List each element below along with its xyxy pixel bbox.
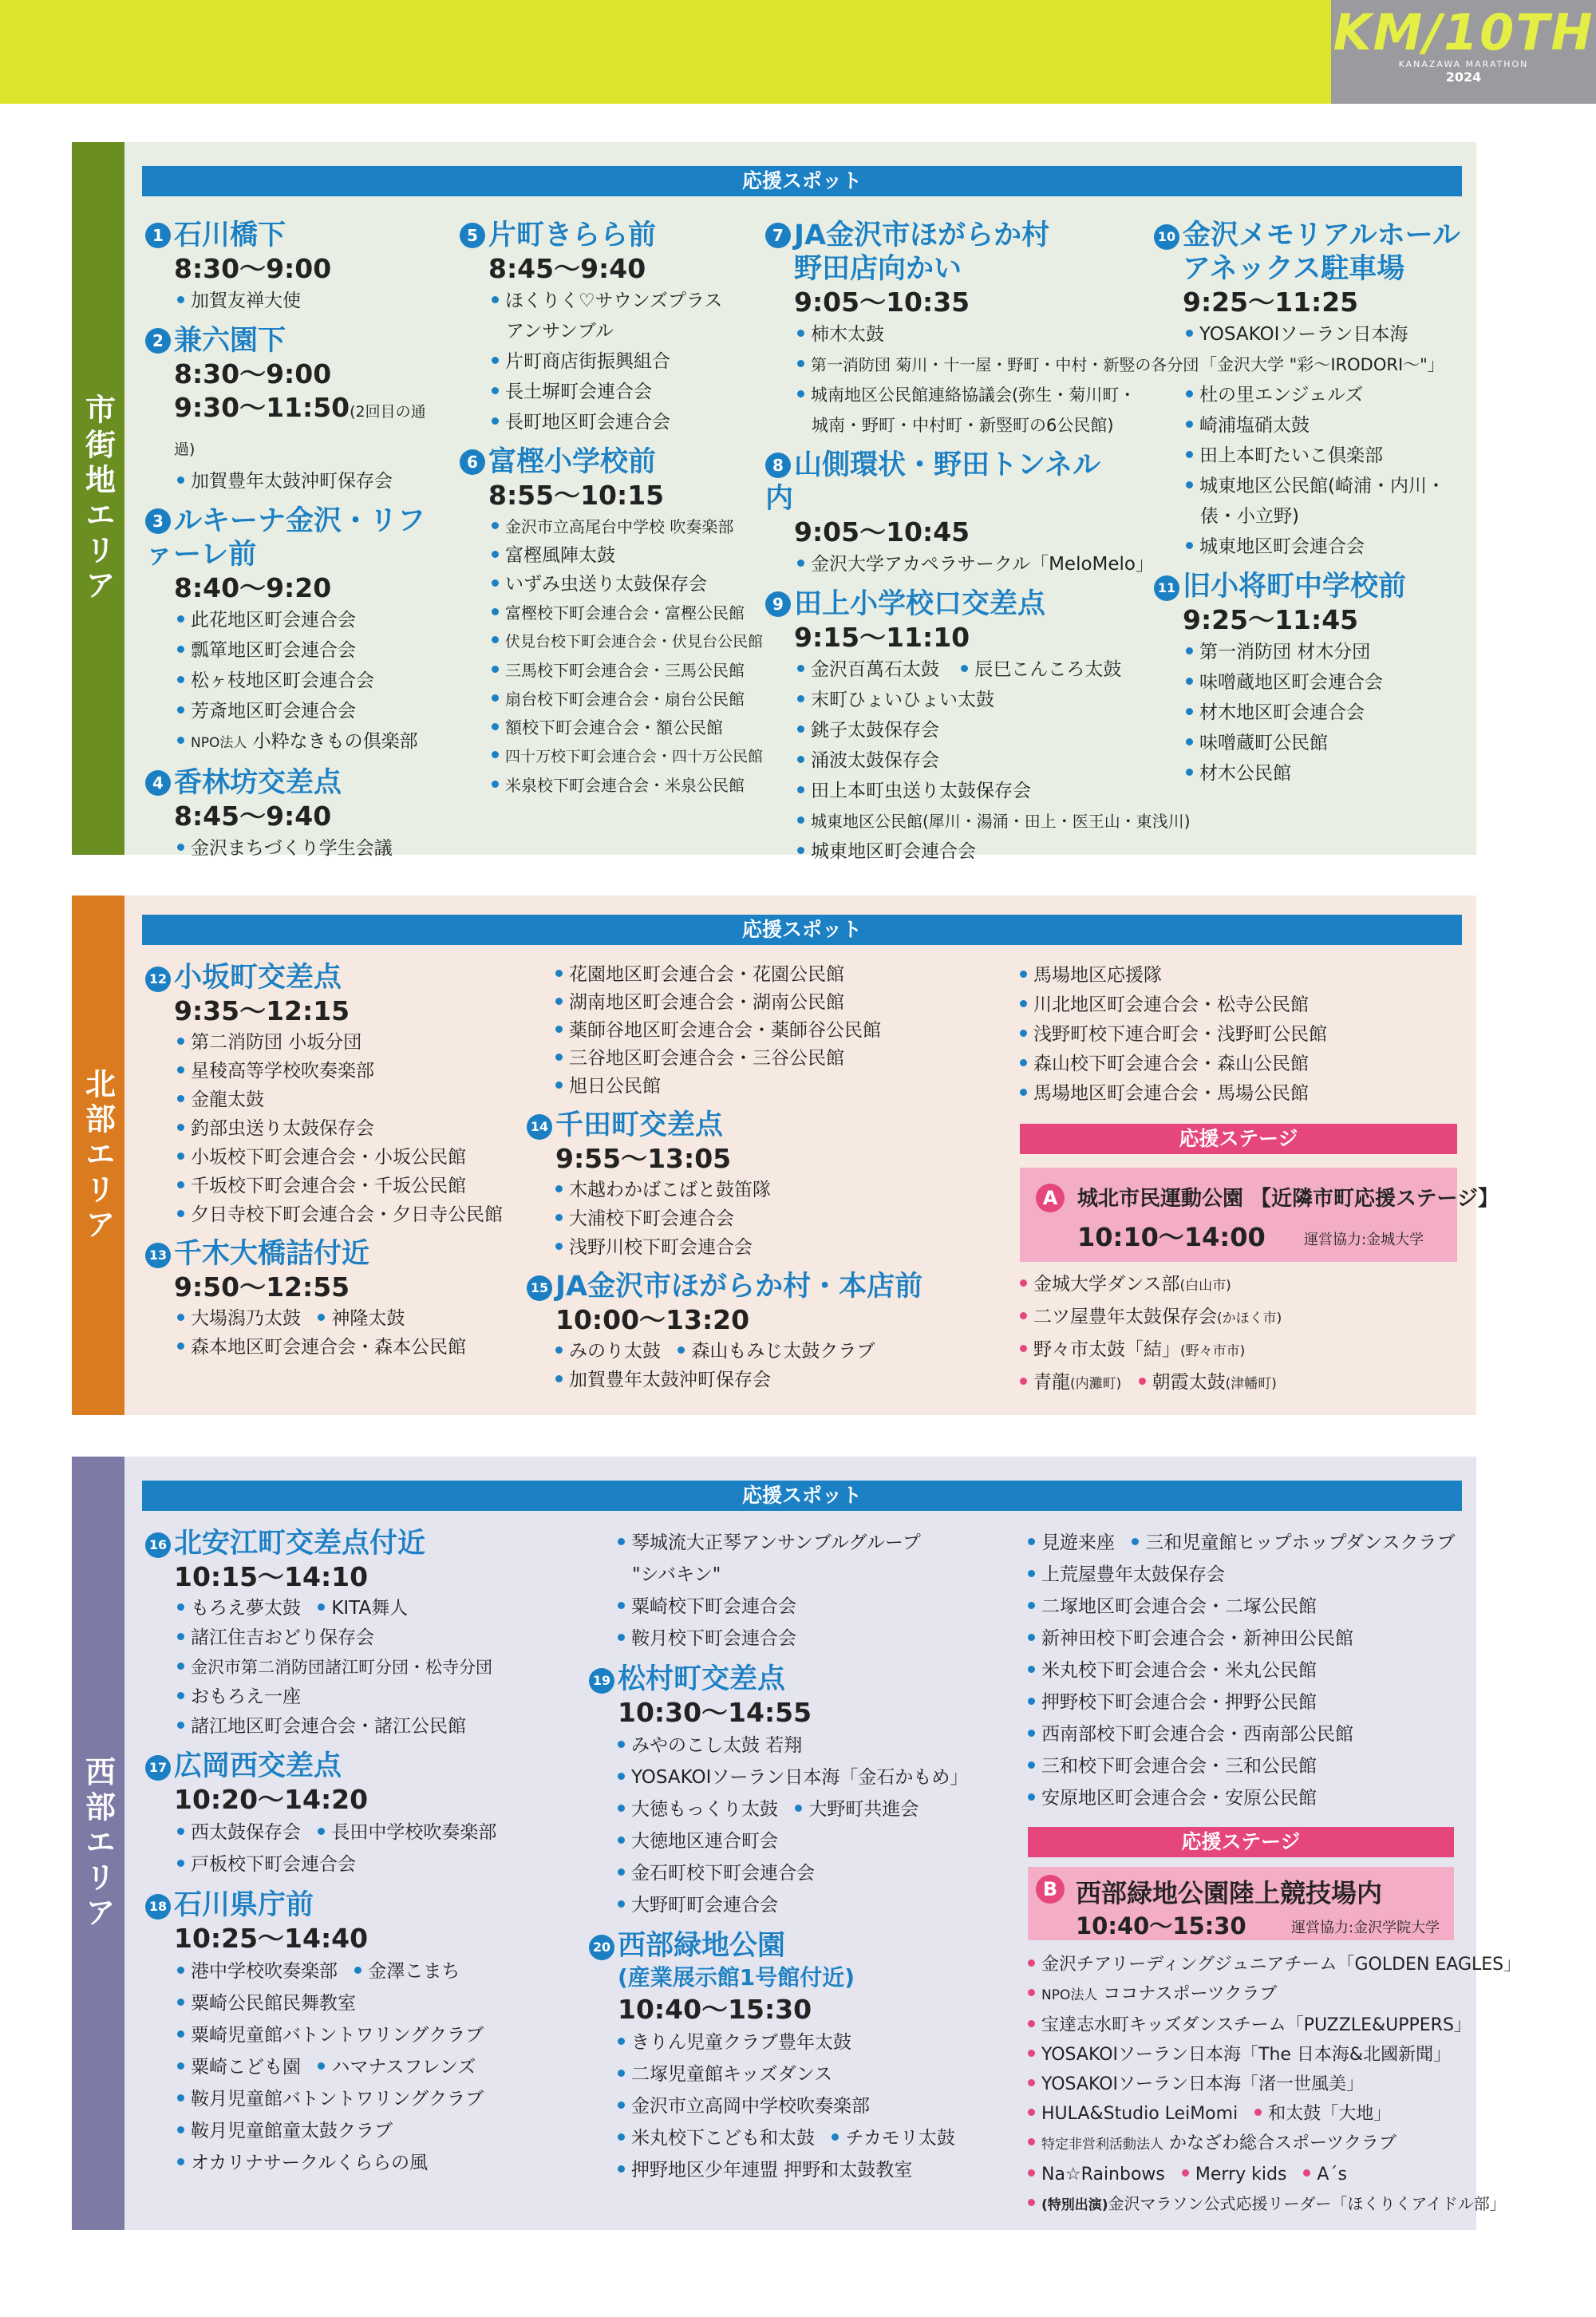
- list-item: 米丸校下こども和太鼓 チカモリ太鼓: [618, 2122, 1001, 2154]
- list-item-continued: "シバキン": [632, 1564, 721, 1585]
- spot-time: 10:30〜14:55: [618, 1697, 812, 1728]
- spot-name: 北安江町交差点付近: [174, 1528, 426, 1560]
- list-item: 浅野町校下連合町会・浅野町公民館: [1020, 1020, 1467, 1050]
- list-item: みのり太鼓 森山もみじ太鼓クラブ: [555, 1337, 954, 1366]
- list-item: 城東地区公民館(崎浦・内川・: [1154, 471, 1473, 501]
- spot-number: 3: [145, 508, 171, 534]
- spot-name: 山側環状・野田トンネル内: [765, 449, 1100, 515]
- area-panel: [124, 142, 1476, 862]
- spot-number: 11: [1154, 575, 1179, 601]
- list-item: 鞍月児童館童太鼓クラブ: [145, 2115, 536, 2147]
- spot-number: 17: [145, 1755, 171, 1781]
- column-1: [145, 1527, 536, 2179]
- list-item: 諸江住吉おどり保存会: [145, 1623, 536, 1653]
- spot-2: [145, 324, 440, 358]
- column-3: [765, 219, 1199, 867]
- spot-name: 香林坊交差点: [174, 767, 342, 799]
- list-item: 粟崎こども園 ハマナスフレンズ: [145, 2051, 536, 2083]
- list-item: 木越わかばこばと鼓笛隊: [555, 1176, 954, 1204]
- list-item: 夕日寺校下町会連合会・夕日寺公民館: [145, 1200, 520, 1229]
- spot-1: [145, 219, 440, 252]
- list-item: 薬師谷地区町会連合会・薬師谷公民館: [555, 1017, 954, 1045]
- spot-name: 広岡西交差点: [174, 1750, 342, 1782]
- spot-time: 10:25〜14:40: [174, 1923, 369, 1954]
- spot-time: 9:25〜11:45: [1183, 604, 1359, 635]
- list-item: 粟崎児童館バトントワリングクラブ: [145, 2019, 536, 2051]
- spot-4: [145, 766, 440, 800]
- list-item: 小坂校下町会連合会・小坂公民館: [145, 1143, 520, 1172]
- list-item: 米丸校下町会連合会・米丸公民館: [1028, 1655, 1467, 1686]
- spot-13: [145, 1237, 520, 1271]
- spot-name: 小坂町交差点: [174, 962, 342, 994]
- list-item: 金沢まちづくり学生会議: [145, 833, 440, 864]
- list-item: 金沢市立高尾台中学校 吹奏楽部: [460, 512, 747, 541]
- logo-subtext: KANAZAWA MARATHON: [1398, 59, 1529, 69]
- list-item: 粟崎校下町会連合会: [618, 1591, 1001, 1623]
- list-item: 米泉校下町会連合会・米泉公民館: [460, 771, 747, 800]
- spot-name: 旧小将町中学校前: [1183, 571, 1407, 603]
- list-item: 西太鼓保存会 長田中学校吹奏楽部: [145, 1817, 536, 1848]
- list-item: 此花地区町会連合会: [145, 605, 440, 635]
- spot-name: 片町きらら前: [488, 219, 657, 251]
- list-item: 城東地区公民館(犀川・湯涌・田上・医王山・東浅川): [765, 806, 1116, 836]
- spot-name: 金沢メモリアルホール: [1183, 219, 1460, 251]
- spot-15: [527, 1270, 954, 1303]
- spot-19: [589, 1663, 1001, 1696]
- spot-name-line2: アネックス駐車場: [1183, 253, 1405, 285]
- list-item: 田上本町たいこ倶楽部: [1154, 441, 1473, 471]
- list-item: 釣部虫送り太鼓保存会: [145, 1114, 520, 1143]
- spot-time: 9:25〜11:25: [1183, 287, 1359, 318]
- list-item: YOSAKOIソーラン日本海: [1154, 319, 1473, 350]
- column-1: [145, 219, 440, 864]
- spot-name: 千田町交差点: [555, 1109, 724, 1141]
- list-item: 金城大学ダンス部(白山市): [1020, 1269, 1467, 1302]
- list-item: ほくりく♡サウンズプラス: [460, 286, 747, 316]
- list-item: 青龍(内灘町) 朝霞太鼓(津幡町): [1020, 1367, 1467, 1400]
- list-item: 大徳もっくり太鼓 大野町共進会: [618, 1793, 1001, 1825]
- list-item: NPO法人 ココナスポーツクラブ: [1028, 1979, 1475, 2011]
- section-hokubu: [72, 896, 1499, 1415]
- spot-number: 20: [589, 1935, 614, 1960]
- stage-a-list: [1020, 1269, 1467, 1400]
- spot-header: 応援スポット: [142, 1481, 1462, 1511]
- column-1: [145, 961, 520, 1362]
- spot-number: 8: [765, 453, 791, 478]
- list-item: 金沢大学アカペラサークル「MeloMelo」: [765, 549, 1116, 579]
- list-item: 三谷地区町会連合会・三谷公民館: [555, 1045, 954, 1073]
- spot-time: 9:55〜13:05: [555, 1143, 732, 1174]
- list-item: 城東地区町会連合会: [765, 836, 1116, 867]
- list-item: 馬場地区応援隊: [1020, 961, 1467, 990]
- spot-time: 10:15〜14:10: [174, 1561, 369, 1592]
- list-item: もろえ夢太鼓 KITA舞人: [145, 1594, 536, 1623]
- list-item: 材木地区町会連合会: [1154, 698, 1473, 728]
- spot-number: 10: [1154, 224, 1179, 250]
- stage-b-box: [1028, 1867, 1454, 1940]
- area-label: 北部エリア: [72, 896, 124, 1415]
- list-item: 長町地区町会連合会: [460, 407, 747, 437]
- list-item: 押野校下町会連合会・押野公民館: [1028, 1686, 1467, 1718]
- column-3: [1028, 1527, 1467, 1814]
- stage-letter: B: [1036, 1875, 1065, 1904]
- list-item: 旭日公民館: [555, 1073, 954, 1101]
- top-banner: [0, 0, 1331, 104]
- spot-number: 9: [765, 591, 791, 617]
- list-item-continued: 城南・野町・中村町・新竪町の6公民館): [812, 416, 1114, 435]
- list-item: 杜の里エンジェルズ: [1154, 380, 1473, 410]
- list-item: 長土塀町会連合会: [460, 377, 747, 407]
- spot-time: 8:55〜10:15: [488, 480, 665, 511]
- spot-18: [145, 1888, 536, 1922]
- list-item: 金沢百萬石太鼓 辰巳こんころ太鼓: [765, 654, 1116, 685]
- list-item: 港中学校吹奏楽部 金澤こまち: [145, 1955, 536, 1987]
- spot-name: 兼六園下: [174, 325, 286, 357]
- list-item: 第二消防団 小坂分団: [145, 1028, 520, 1057]
- column-4: [1154, 219, 1473, 789]
- spot-time: 9:05〜10:35: [794, 287, 970, 318]
- list-item: 押野地区少年連盟 押野和太鼓教室: [618, 2154, 1001, 2186]
- spot-17: [145, 1750, 536, 1783]
- list-item: 見遊来座 三和児童館ヒップホップダンスクラブ: [1028, 1527, 1467, 1559]
- spot-number: 15: [527, 1275, 552, 1301]
- stage-coop: 運営協力:金沢学院大学: [1291, 1920, 1440, 1936]
- section-shigaichi: [72, 142, 1476, 862]
- list-item: 城東地区町会連合会: [1154, 532, 1473, 562]
- spot-time-2: 9:30〜11:50(2回目の通過): [174, 392, 426, 458]
- list-item: 加賀友禅大使: [145, 286, 440, 316]
- list-item: 大場潟乃太鼓 神隆太鼓: [145, 1304, 520, 1333]
- list-item: 新神田校下町会連合会・新神田公民館: [1028, 1623, 1467, 1655]
- list-item: 崎浦塩硝太鼓: [1154, 410, 1473, 441]
- area-panel: [124, 1457, 1522, 2230]
- list-item-continued: 「金沢大学 "彩〜IRODORI〜"」: [1200, 355, 1444, 374]
- list-item: 大野町町会連合会: [618, 1889, 1001, 1921]
- area-label: 西部エリア: [72, 1457, 124, 2230]
- list-item: 千坂校下町会連合会・千坂公民館: [145, 1172, 520, 1200]
- spot-5: [460, 219, 747, 252]
- list-item: Na☆Rainbows Merry kids A´s: [1028, 2160, 1475, 2189]
- spot-number: 6: [460, 449, 485, 475]
- spot-number: 12: [145, 967, 171, 992]
- list-item: 額校下町会連合会・額公民館: [460, 714, 747, 742]
- list-item: 野々市太鼓「結」(野々市市): [1020, 1334, 1467, 1367]
- list-item: YOSAKOIソーラン日本海「The 日本海&北國新聞」: [1028, 2040, 1475, 2070]
- column-2: [592, 1527, 1001, 2186]
- spot-name: 西部緑地公園: [618, 1930, 786, 1962]
- spot-name: 石川県庁前: [174, 1889, 314, 1921]
- spot-time: 8:45〜9:40: [174, 801, 332, 832]
- list-item: 花園地区町会連合会・花園公民館: [555, 961, 954, 989]
- column-3: [1020, 961, 1467, 1109]
- spot-name: JA金沢市ほがらか村: [794, 219, 1050, 251]
- spot-time: 8:45〜9:40: [488, 253, 646, 284]
- spot-time: 8:30〜9:00: [174, 253, 332, 284]
- list-item: 富樫風陣太鼓: [460, 541, 747, 570]
- list-item: 宝達志水町キッズダンスチーム「PUZZLE&UPPERS」: [1028, 2011, 1475, 2040]
- list-item: 柿木太鼓: [765, 319, 1116, 350]
- spot-time: 8:30〜9:00: [174, 358, 332, 389]
- list-item: 瓢箪地区町会連合会: [145, 635, 440, 666]
- list-item: 城南地区公民館連絡協議会(弥生・菊川町・: [765, 380, 1116, 410]
- list-item: 材木公民館: [1154, 758, 1473, 789]
- spot-6: [460, 445, 747, 479]
- list-item: 加賀豊年太鼓沖町保存会: [145, 466, 440, 496]
- list-item: 琴城流大正琴アンサンブルグループ: [618, 1527, 1001, 1559]
- section-seibu: [72, 1457, 1522, 2230]
- list-item: 田上本町虫送り太鼓保存会: [765, 776, 1116, 806]
- list-item-continued: アンサンブル: [506, 321, 614, 342]
- list-item: NPO法人 小粋なきもの倶楽部: [145, 726, 440, 758]
- spot-name: 田上小学校口交差点: [794, 588, 1046, 620]
- list-item: 二ツ屋豊年太鼓保存会(かほく市): [1020, 1302, 1467, 1334]
- list-item: 戸板校下町会連合会: [145, 1848, 536, 1880]
- stage-time: 10:10〜14:00: [1077, 1222, 1266, 1252]
- list-item: 味噌蔵町公民館: [1154, 728, 1473, 758]
- list-item: 松ヶ枝地区町会連合会: [145, 666, 440, 696]
- spot-number: 16: [145, 1532, 171, 1558]
- list-item: 富樫校下町会連合会・富樫公民館: [460, 599, 747, 627]
- spot-time: 9:15〜11:10: [794, 622, 970, 653]
- spot-number: 19: [589, 1668, 614, 1694]
- stage-letter: A: [1036, 1184, 1065, 1212]
- list-item: 星稜高等学校吹奏楽部: [145, 1057, 520, 1085]
- stage-header: 応援ステージ: [1020, 1124, 1457, 1154]
- column-2: [530, 961, 954, 1394]
- spot-name: 石川橋下: [174, 219, 286, 251]
- list-item: 四十万校下町会連合会・四十万公民館: [460, 742, 747, 771]
- list-item: 三馬校下町会連合会・三馬公民館: [460, 656, 747, 685]
- list-item: YOSAKOIソーラン日本海「金石かもめ」: [618, 1761, 1001, 1793]
- logo-text: KM/10TH: [1333, 3, 1594, 61]
- list-item: 湖南地区町会連合会・湖南公民館: [555, 989, 954, 1017]
- spot-time: 9:50〜12:55: [174, 1271, 350, 1303]
- list-item: オカリナサークルくららの風: [145, 2147, 536, 2179]
- spot-20: [589, 1929, 1001, 1963]
- spot-number: 1: [145, 223, 171, 248]
- list-item: 森山校下町会連合会・森山公民館: [1020, 1050, 1467, 1079]
- stage-time: 10:40〜15:30: [1076, 1912, 1246, 1939]
- spot-header: 応援スポット: [142, 915, 1462, 945]
- spot-time: 10:40〜15:30: [618, 1994, 812, 2025]
- list-item: おもろえ一座: [145, 1682, 536, 1712]
- spot-time: 10:20〜14:20: [174, 1784, 369, 1815]
- list-item: 粟崎公民館民舞教室: [145, 1987, 536, 2019]
- list-item: 扇台校下町会連合会・扇台公民館: [460, 685, 747, 714]
- list-item: きりん児童クラブ豊年太鼓: [618, 2026, 1001, 2058]
- list-item: (特別出演)金沢マラソン公式応援リーダー「ほくりくアイドル部」: [1028, 2189, 1475, 2220]
- list-item: 安原地区町会連合会・安原公民館: [1028, 1782, 1467, 1814]
- spot-10: [1154, 219, 1473, 286]
- column-2: [460, 219, 764, 800]
- list-item: HULA&Studio LeiMomi 和太鼓「大地」: [1028, 2099, 1475, 2129]
- list-item: 浅野川校下町会連合会: [555, 1233, 954, 1262]
- stage-header: 応援ステージ: [1028, 1827, 1454, 1857]
- area-panel: [124, 896, 1499, 1415]
- list-item: 馬場地区町会連合会・馬場公民館: [1020, 1079, 1467, 1109]
- area-label: 市街地エリア: [72, 142, 124, 855]
- event-logo: [1331, 0, 1596, 104]
- list-item: 末町ひょいひょい太鼓: [765, 685, 1116, 715]
- spot-number: 4: [145, 770, 171, 796]
- list-item: 二塚地区町会連合会・二塚公民館: [1028, 1591, 1467, 1623]
- list-item: 涌波太鼓保存会: [765, 745, 1116, 776]
- list-item: 芳斎地区町会連合会: [145, 696, 440, 726]
- spot-number: 14: [527, 1114, 552, 1140]
- spot-8: [765, 449, 1116, 516]
- list-item: 三和校下町会連合会・三和公民館: [1028, 1750, 1467, 1782]
- list-item: 森本地区町会連合会・森本公民館: [145, 1333, 520, 1362]
- spot-name: 千木大橋詰付近: [174, 1238, 370, 1270]
- spot-header: 応援スポット: [142, 166, 1462, 196]
- list-item: みやのこし太鼓 若翔: [618, 1730, 1001, 1761]
- list-item: いずみ虫送り太鼓保存会: [460, 570, 747, 599]
- list-item: 第一消防団 材木分団: [1154, 637, 1473, 667]
- spot-name-line2: (産業展示館1号館付近): [618, 1964, 855, 1991]
- spot-9: [765, 587, 1116, 621]
- spot-time: 9:35〜12:15: [174, 995, 350, 1026]
- spot-11: [1154, 570, 1473, 603]
- list-item: 第一消防団 菊川・十一屋・野町・中村・新竪の各分団: [765, 350, 1116, 380]
- spot-number: 13: [145, 1243, 171, 1268]
- list-item: 二塚児童館キッズダンス: [618, 2058, 1001, 2090]
- spot-name: 松村町交差点: [618, 1663, 786, 1695]
- list-item: 特定非営利活動法人 かなざわ総合スポーツクラブ: [1028, 2129, 1475, 2160]
- list-item: YOSAKOIソーラン日本海「渚一世風美」: [1028, 2070, 1475, 2099]
- list-item: 川北地区町会連合会・松寺公民館: [1020, 990, 1467, 1020]
- spot-name: 富樫小学校前: [488, 446, 657, 478]
- list-item: 鞍月校下町会連合会: [618, 1623, 1001, 1655]
- spot-time: 10:00〜13:20: [555, 1304, 750, 1335]
- list-item: 金沢チアリーディングジュニアチーム「GOLDEN EAGLES」: [1028, 1950, 1475, 1979]
- list-item: 金石町校下町会連合会: [618, 1857, 1001, 1889]
- list-item: 銚子太鼓保存会: [765, 715, 1116, 745]
- spot-number: 5: [460, 223, 485, 248]
- spot-name: ルキーナ金沢・リファーレ前: [145, 505, 426, 571]
- stage-a-box: [1020, 1168, 1499, 1262]
- list-item: 大徳地区連合町会: [618, 1825, 1001, 1857]
- stage-b-list: [1028, 1950, 1522, 2220]
- spot-time: 9:05〜10:45: [794, 516, 970, 548]
- spot-16: [145, 1527, 536, 1560]
- stage-name: 城北市民運動公園 【近隣市町応援ステージ】: [1077, 1187, 1499, 1211]
- spot-number: 2: [145, 328, 171, 354]
- spot-name: JA金沢市ほがらか村・本店前: [555, 1271, 923, 1303]
- spot-name-line2: 野田店向かい: [794, 253, 962, 285]
- list-item-continued: 俵・小立野): [1200, 506, 1299, 527]
- list-item: 鞍月児童館バトントワリングクラブ: [145, 2083, 536, 2115]
- spot-14: [527, 1109, 954, 1142]
- spot-7: [765, 219, 1116, 286]
- list-item: 大浦校下町会連合会: [555, 1204, 954, 1233]
- list-item: 諸江地区町会連合会・諸江公民館: [145, 1712, 536, 1742]
- spot-number: 18: [145, 1894, 171, 1920]
- list-item: 味噌蔵地区町会連合会: [1154, 667, 1473, 698]
- list-item: 金沢市立高岡中学校吹奏楽部: [618, 2090, 1001, 2122]
- spot-12: [145, 961, 520, 994]
- list-item: 金沢市第二消防団諸江町分団・松寺分団: [145, 1653, 536, 1682]
- spot-number: 7: [765, 223, 791, 248]
- list-item: 伏見台校下町会連合会・伏見台公民館: [460, 627, 747, 656]
- spot-time: 8:40〜9:20: [174, 572, 332, 603]
- list-item: 片町商店街振興組合: [460, 346, 747, 377]
- stage-name: 西部緑地公園陸上競技場内: [1076, 1878, 1383, 1908]
- list-item: 加賀豊年太鼓沖町保存会: [555, 1366, 954, 1394]
- logo-year: 2024: [1445, 69, 1482, 85]
- stage-coop: 運営協力:金城大学: [1304, 1232, 1424, 1248]
- list-item: 上荒屋豊年太鼓保存会: [1028, 1559, 1467, 1591]
- spot-3: [145, 504, 440, 571]
- list-item: 金龍太鼓: [145, 1085, 520, 1114]
- list-item: 西南部校下町会連合会・西南部公民館: [1028, 1718, 1467, 1750]
